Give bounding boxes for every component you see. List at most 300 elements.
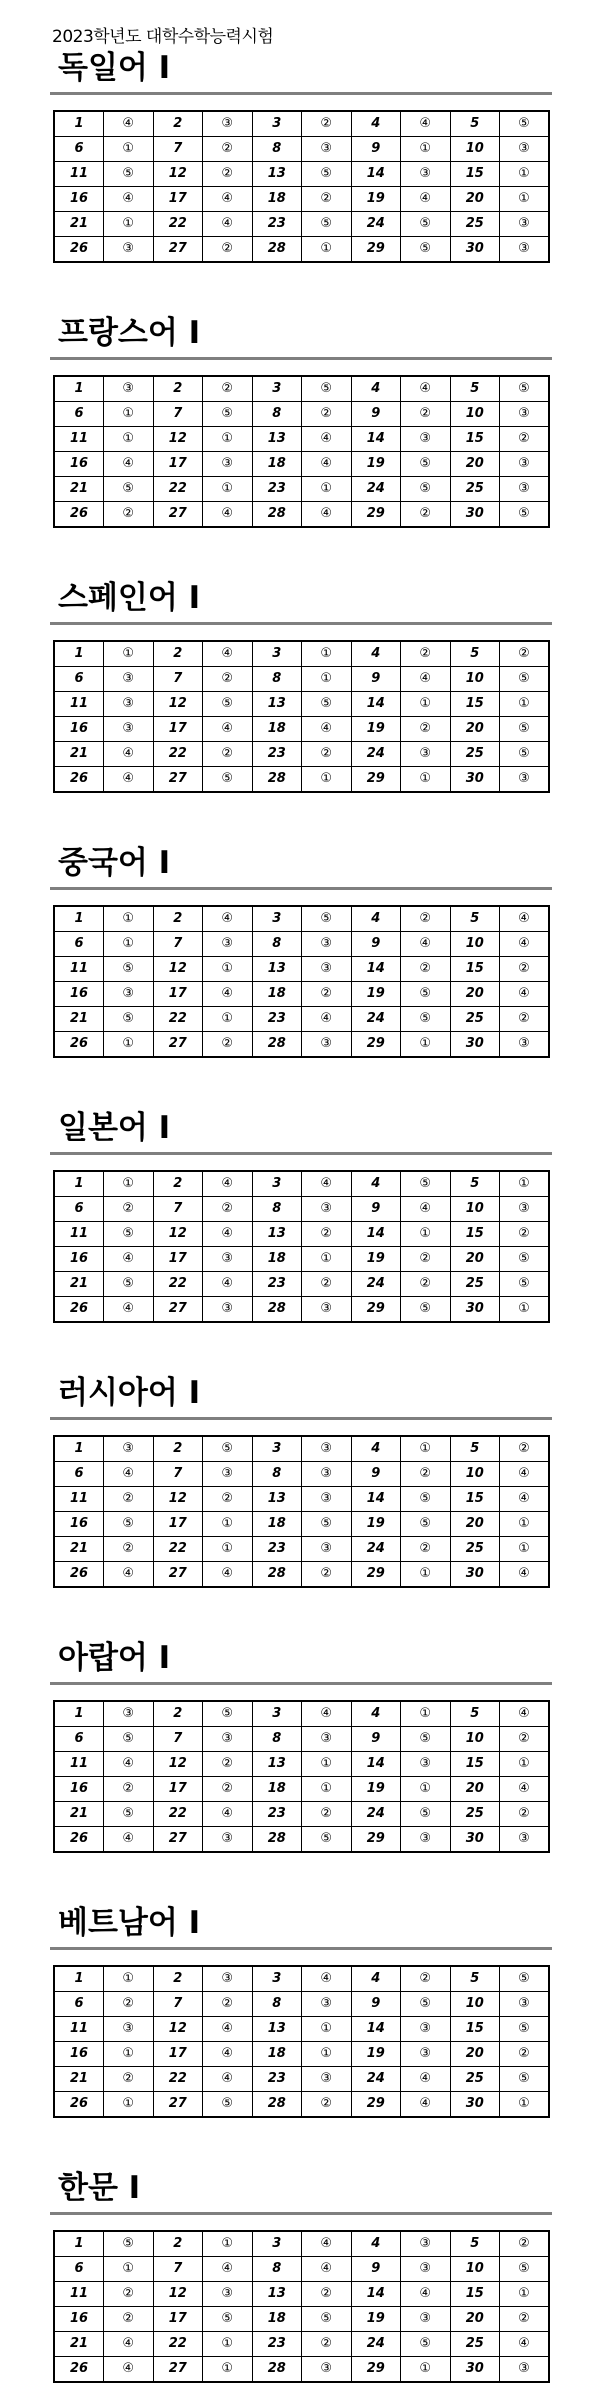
- answer-choice: ②: [302, 187, 352, 212]
- question-number: 28: [252, 502, 302, 528]
- question-number: 17: [153, 2307, 203, 2332]
- subject-title: 한문 I: [58, 2170, 141, 2206]
- answer-choice: ③: [104, 1701, 154, 1727]
- answer-choice: ①: [104, 2092, 154, 2118]
- table-row: [54, 162, 549, 187]
- answer-choice: ②: [104, 2307, 154, 2332]
- answer-choice: ②: [104, 2282, 154, 2307]
- answer-choice: ③: [104, 376, 154, 402]
- answer-choice: ⑤: [302, 1512, 352, 1537]
- answer-choice: ⑤: [302, 692, 352, 717]
- subject-title: 러시아어 I: [58, 1375, 201, 1411]
- question-number: 12: [153, 1487, 203, 1512]
- question-number: 27: [153, 1297, 203, 1323]
- answer-choice: ①: [203, 2332, 253, 2357]
- question-number: 6: [54, 1992, 104, 2017]
- answer-choice: ⑤: [401, 1727, 451, 1752]
- answer-choice: ①: [401, 767, 451, 793]
- question-number: 8: [252, 1992, 302, 2017]
- question-number: 16: [54, 717, 104, 742]
- question-number: 10: [450, 1992, 500, 2017]
- question-number: 15: [450, 427, 500, 452]
- answer-choice: ③: [203, 2282, 253, 2307]
- answer-choice: ⑤: [500, 667, 550, 692]
- answer-choice: ④: [302, 2231, 352, 2257]
- answer-choice: ⑤: [500, 717, 550, 742]
- answer-choice: ③: [500, 767, 550, 793]
- answer-choice: ③: [302, 932, 352, 957]
- answer-choice: ④: [401, 667, 451, 692]
- answer-choice: ④: [401, 1197, 451, 1222]
- table-row: [54, 2282, 549, 2307]
- answer-choice: ④: [500, 932, 550, 957]
- title-underline: [50, 1947, 552, 1950]
- table-row: [54, 1171, 549, 1197]
- question-number: 22: [153, 742, 203, 767]
- table-row: [54, 767, 549, 793]
- table-row: [54, 957, 549, 982]
- question-number: 11: [54, 1752, 104, 1777]
- question-number: 11: [54, 1487, 104, 1512]
- answer-choice: ③: [401, 2042, 451, 2067]
- question-number: 13: [252, 1487, 302, 1512]
- answer-choice: ③: [401, 162, 451, 187]
- answer-choice: ②: [500, 641, 550, 667]
- answer-choice: ⑤: [500, 1966, 550, 1992]
- answer-choice: ③: [104, 667, 154, 692]
- answer-choice: ②: [302, 1802, 352, 1827]
- answer-choice: ③: [203, 452, 253, 477]
- question-number: 20: [450, 187, 500, 212]
- question-number: 23: [252, 2332, 302, 2357]
- question-number: 9: [351, 402, 401, 427]
- table-row: [54, 452, 549, 477]
- answer-choice: ⑤: [401, 212, 451, 237]
- question-number: 15: [450, 957, 500, 982]
- answer-choice: ②: [500, 427, 550, 452]
- answer-choice: ③: [500, 212, 550, 237]
- question-number: 17: [153, 717, 203, 742]
- answer-choice: ①: [500, 1752, 550, 1777]
- answer-choice: ①: [500, 1297, 550, 1323]
- question-number: 29: [351, 2357, 401, 2383]
- question-number: 2: [153, 1966, 203, 1992]
- answer-choice: ④: [401, 187, 451, 212]
- answer-choice: ⑤: [500, 502, 550, 528]
- question-number: 10: [450, 402, 500, 427]
- answer-choice: ④: [302, 427, 352, 452]
- answer-choice: ①: [401, 1701, 451, 1727]
- question-number: 29: [351, 237, 401, 263]
- answer-choice: ①: [203, 1537, 253, 1562]
- question-number: 2: [153, 1171, 203, 1197]
- answer-choice: ①: [302, 2042, 352, 2067]
- question-number: 18: [252, 1512, 302, 1537]
- answer-choice: ⑤: [203, 2092, 253, 2118]
- question-number: 6: [54, 2257, 104, 2282]
- answer-choice: ③: [401, 1827, 451, 1853]
- question-number: 19: [351, 1777, 401, 1802]
- question-number: 23: [252, 1007, 302, 1032]
- question-number: 16: [54, 2042, 104, 2067]
- question-number: 19: [351, 2042, 401, 2067]
- answer-choice: ①: [302, 1777, 352, 1802]
- question-number: 10: [450, 137, 500, 162]
- question-number: 1: [54, 641, 104, 667]
- answer-choice: ③: [401, 2307, 451, 2332]
- question-number: 24: [351, 2067, 401, 2092]
- question-number: 21: [54, 2067, 104, 2092]
- question-number: 3: [252, 1436, 302, 1462]
- question-number: 25: [450, 1537, 500, 1562]
- question-number: 18: [252, 452, 302, 477]
- answer-choice: ④: [104, 1752, 154, 1777]
- answer-choice: ⑤: [104, 1272, 154, 1297]
- answer-choice: ②: [104, 1992, 154, 2017]
- question-number: 16: [54, 452, 104, 477]
- answer-choice: ②: [401, 1272, 451, 1297]
- question-number: 18: [252, 187, 302, 212]
- answer-choice: ④: [203, 2042, 253, 2067]
- answer-choice: ⑤: [500, 111, 550, 137]
- answer-choice: ④: [203, 641, 253, 667]
- answer-choice: ④: [203, 2067, 253, 2092]
- question-number: 11: [54, 1222, 104, 1247]
- table-row: [54, 1992, 549, 2017]
- answer-choice: ④: [500, 982, 550, 1007]
- answer-choice: ③: [500, 137, 550, 162]
- question-number: 3: [252, 906, 302, 932]
- answer-choice: ③: [203, 1247, 253, 1272]
- answer-choice: ③: [302, 2067, 352, 2092]
- answer-choice: ④: [104, 111, 154, 137]
- answer-choice: ③: [104, 2017, 154, 2042]
- question-number: 1: [54, 1701, 104, 1727]
- question-number: 16: [54, 982, 104, 1007]
- question-number: 29: [351, 502, 401, 528]
- question-number: 22: [153, 477, 203, 502]
- answer-choice: ④: [302, 1966, 352, 1992]
- answer-choice: ④: [203, 502, 253, 528]
- subject-title: 베트남어 I: [58, 1905, 201, 1941]
- question-number: 5: [450, 1966, 500, 1992]
- answer-choice: ③: [203, 1827, 253, 1853]
- question-number: 11: [54, 427, 104, 452]
- question-number: 29: [351, 1032, 401, 1058]
- question-number: 17: [153, 1777, 203, 1802]
- question-number: 16: [54, 1247, 104, 1272]
- answer-choice: ①: [104, 402, 154, 427]
- table-row: [54, 427, 549, 452]
- answer-choice: ①: [104, 137, 154, 162]
- table-row: [54, 1462, 549, 1487]
- question-number: 26: [54, 767, 104, 793]
- question-number: 30: [450, 767, 500, 793]
- table-row: [54, 2257, 549, 2282]
- answer-choice: ①: [401, 692, 451, 717]
- answer-choice: ①: [500, 1537, 550, 1562]
- question-number: 25: [450, 1802, 500, 1827]
- answer-choice: ⑤: [401, 477, 451, 502]
- question-number: 16: [54, 2307, 104, 2332]
- question-number: 6: [54, 137, 104, 162]
- question-number: 4: [351, 376, 401, 402]
- question-number: 11: [54, 692, 104, 717]
- answer-choice: ⑤: [302, 2307, 352, 2332]
- title-underline: [50, 1417, 552, 1420]
- answer-choice: ⑤: [302, 376, 352, 402]
- answer-choice: ③: [104, 692, 154, 717]
- question-number: 9: [351, 1197, 401, 1222]
- answer-choice: ③: [302, 2357, 352, 2383]
- table-row: [54, 137, 549, 162]
- answer-table: [53, 1965, 550, 2118]
- answer-choice: ①: [500, 1512, 550, 1537]
- question-number: 28: [252, 2357, 302, 2383]
- question-number: 6: [54, 1727, 104, 1752]
- answer-choice: ②: [500, 2042, 550, 2067]
- table-row: [54, 692, 549, 717]
- question-number: 21: [54, 1802, 104, 1827]
- answer-choice: ②: [302, 111, 352, 137]
- question-number: 20: [450, 452, 500, 477]
- question-number: 5: [450, 2231, 500, 2257]
- question-number: 20: [450, 1512, 500, 1537]
- question-number: 9: [351, 137, 401, 162]
- answer-table: [53, 1435, 550, 1588]
- question-number: 9: [351, 932, 401, 957]
- question-number: 29: [351, 767, 401, 793]
- question-number: 28: [252, 2092, 302, 2118]
- question-number: 12: [153, 162, 203, 187]
- answer-choice: ①: [401, 1562, 451, 1588]
- answer-choice: ⑤: [203, 1701, 253, 1727]
- question-number: 3: [252, 2231, 302, 2257]
- question-number: 4: [351, 2231, 401, 2257]
- answer-choice: ④: [203, 2257, 253, 2282]
- question-number: 5: [450, 1701, 500, 1727]
- question-number: 8: [252, 2257, 302, 2282]
- table-row: [54, 2357, 549, 2383]
- question-number: 15: [450, 692, 500, 717]
- question-number: 6: [54, 1197, 104, 1222]
- answer-choice: ①: [401, 2357, 451, 2383]
- answer-choice: ④: [302, 502, 352, 528]
- answer-choice: ④: [104, 742, 154, 767]
- question-number: 26: [54, 1032, 104, 1058]
- answer-choice: ⑤: [104, 2231, 154, 2257]
- answer-choice: ④: [203, 187, 253, 212]
- question-number: 29: [351, 1562, 401, 1588]
- answer-choice: ②: [500, 2231, 550, 2257]
- question-number: 5: [450, 111, 500, 137]
- table-row: [54, 2067, 549, 2092]
- question-number: 1: [54, 1171, 104, 1197]
- question-number: 26: [54, 1827, 104, 1853]
- answer-choice: ⑤: [302, 1827, 352, 1853]
- question-number: 27: [153, 767, 203, 793]
- question-number: 21: [54, 1007, 104, 1032]
- answer-table: [53, 110, 550, 263]
- answer-choice: ④: [500, 1487, 550, 1512]
- table-row: [54, 717, 549, 742]
- question-number: 2: [153, 111, 203, 137]
- answer-choice: ④: [302, 717, 352, 742]
- answer-choice: ①: [302, 767, 352, 793]
- question-number: 1: [54, 906, 104, 932]
- question-number: 23: [252, 212, 302, 237]
- table-row: [54, 932, 549, 957]
- answer-choice: ④: [104, 2357, 154, 2383]
- answer-choice: ②: [302, 1562, 352, 1588]
- answer-choice: ⑤: [104, 162, 154, 187]
- question-number: 30: [450, 1297, 500, 1323]
- answer-choice: ①: [302, 237, 352, 263]
- question-number: 30: [450, 2357, 500, 2383]
- answer-choice: ②: [401, 957, 451, 982]
- answer-choice: ⑤: [203, 1436, 253, 1462]
- answer-choice: ⑤: [401, 452, 451, 477]
- question-number: 10: [450, 2257, 500, 2282]
- question-number: 10: [450, 1462, 500, 1487]
- question-number: 14: [351, 1222, 401, 1247]
- question-number: 10: [450, 1197, 500, 1222]
- answer-choice: ⑤: [500, 742, 550, 767]
- question-number: 19: [351, 717, 401, 742]
- answer-choice: ⑤: [104, 1512, 154, 1537]
- answer-choice: ④: [302, 452, 352, 477]
- answer-choice: ①: [302, 477, 352, 502]
- question-number: 1: [54, 2231, 104, 2257]
- question-number: 26: [54, 237, 104, 263]
- answer-choice: ④: [500, 1462, 550, 1487]
- question-number: 26: [54, 2092, 104, 2118]
- answer-choice: ③: [203, 1727, 253, 1752]
- answer-choice: ②: [401, 906, 451, 932]
- question-number: 30: [450, 1562, 500, 1588]
- answer-choice: ①: [203, 477, 253, 502]
- answer-choice: ⑤: [500, 1272, 550, 1297]
- question-number: 18: [252, 717, 302, 742]
- answer-choice: ①: [500, 187, 550, 212]
- question-number: 4: [351, 906, 401, 932]
- question-number: 19: [351, 452, 401, 477]
- answer-choice: ④: [500, 1562, 550, 1588]
- answer-choice: ①: [203, 1007, 253, 1032]
- answer-choice: ③: [500, 1827, 550, 1853]
- question-number: 19: [351, 982, 401, 1007]
- table-row: [54, 1537, 549, 1562]
- question-number: 5: [450, 1171, 500, 1197]
- answer-choice: ①: [203, 427, 253, 452]
- answer-choice: ③: [203, 1462, 253, 1487]
- answer-choice: ②: [500, 957, 550, 982]
- answer-choice: ②: [203, 162, 253, 187]
- question-number: 21: [54, 212, 104, 237]
- answer-choice: ①: [104, 641, 154, 667]
- subject-title: 프랑스어 I: [58, 315, 201, 351]
- table-row: [54, 477, 549, 502]
- question-number: 6: [54, 932, 104, 957]
- question-number: 19: [351, 187, 401, 212]
- question-number: 18: [252, 2042, 302, 2067]
- question-number: 27: [153, 237, 203, 263]
- question-number: 22: [153, 2332, 203, 2357]
- answer-choice: ④: [500, 1701, 550, 1727]
- table-row: [54, 187, 549, 212]
- answer-choice: ①: [401, 137, 451, 162]
- answer-choice: ④: [104, 1827, 154, 1853]
- question-number: 2: [153, 2231, 203, 2257]
- question-number: 24: [351, 1007, 401, 1032]
- answer-choice: ①: [302, 1752, 352, 1777]
- answer-choice: ②: [203, 137, 253, 162]
- subject-title: 일본어 I: [58, 1110, 171, 1146]
- question-number: 24: [351, 1272, 401, 1297]
- subject-title: 스페인어 I: [58, 580, 201, 616]
- question-number: 19: [351, 1247, 401, 1272]
- answer-choice: ③: [302, 137, 352, 162]
- question-number: 18: [252, 1247, 302, 1272]
- question-number: 17: [153, 187, 203, 212]
- question-number: 6: [54, 1462, 104, 1487]
- question-number: 25: [450, 477, 500, 502]
- answer-choice: ④: [104, 452, 154, 477]
- table-row: [54, 1247, 549, 1272]
- answer-choice: ②: [302, 742, 352, 767]
- answer-choice: ①: [203, 2231, 253, 2257]
- question-number: 1: [54, 376, 104, 402]
- answer-choice: ①: [104, 427, 154, 452]
- question-number: 17: [153, 1247, 203, 1272]
- table-row: [54, 237, 549, 263]
- question-number: 11: [54, 957, 104, 982]
- question-number: 18: [252, 982, 302, 1007]
- answer-choice: ①: [500, 692, 550, 717]
- answer-choice: ②: [302, 2282, 352, 2307]
- question-number: 12: [153, 692, 203, 717]
- answer-choice: ④: [203, 1562, 253, 1588]
- answer-choice: ⑤: [203, 692, 253, 717]
- answer-choice: ①: [104, 906, 154, 932]
- table-row: [54, 1007, 549, 1032]
- question-number: 4: [351, 1966, 401, 1992]
- question-number: 22: [153, 2067, 203, 2092]
- table-row: [54, 1701, 549, 1727]
- question-number: 8: [252, 137, 302, 162]
- answer-choice: ④: [104, 1247, 154, 1272]
- answer-choice: ③: [401, 2257, 451, 2282]
- table-row: [54, 1487, 549, 1512]
- question-number: 2: [153, 641, 203, 667]
- answer-choice: ③: [302, 1032, 352, 1058]
- answer-table: [53, 640, 550, 793]
- answer-choice: ④: [401, 932, 451, 957]
- table-row: [54, 2307, 549, 2332]
- answer-choice: ①: [302, 2017, 352, 2042]
- answer-choice: ⑤: [104, 957, 154, 982]
- answer-choice: ①: [203, 2357, 253, 2383]
- question-number: 21: [54, 742, 104, 767]
- answer-choice: ①: [302, 641, 352, 667]
- answer-choice: ②: [104, 1537, 154, 1562]
- answer-choice: ①: [302, 1247, 352, 1272]
- question-number: 20: [450, 2307, 500, 2332]
- question-number: 23: [252, 1802, 302, 1827]
- answer-table: [53, 2230, 550, 2383]
- question-number: 7: [153, 2257, 203, 2282]
- question-number: 1: [54, 111, 104, 137]
